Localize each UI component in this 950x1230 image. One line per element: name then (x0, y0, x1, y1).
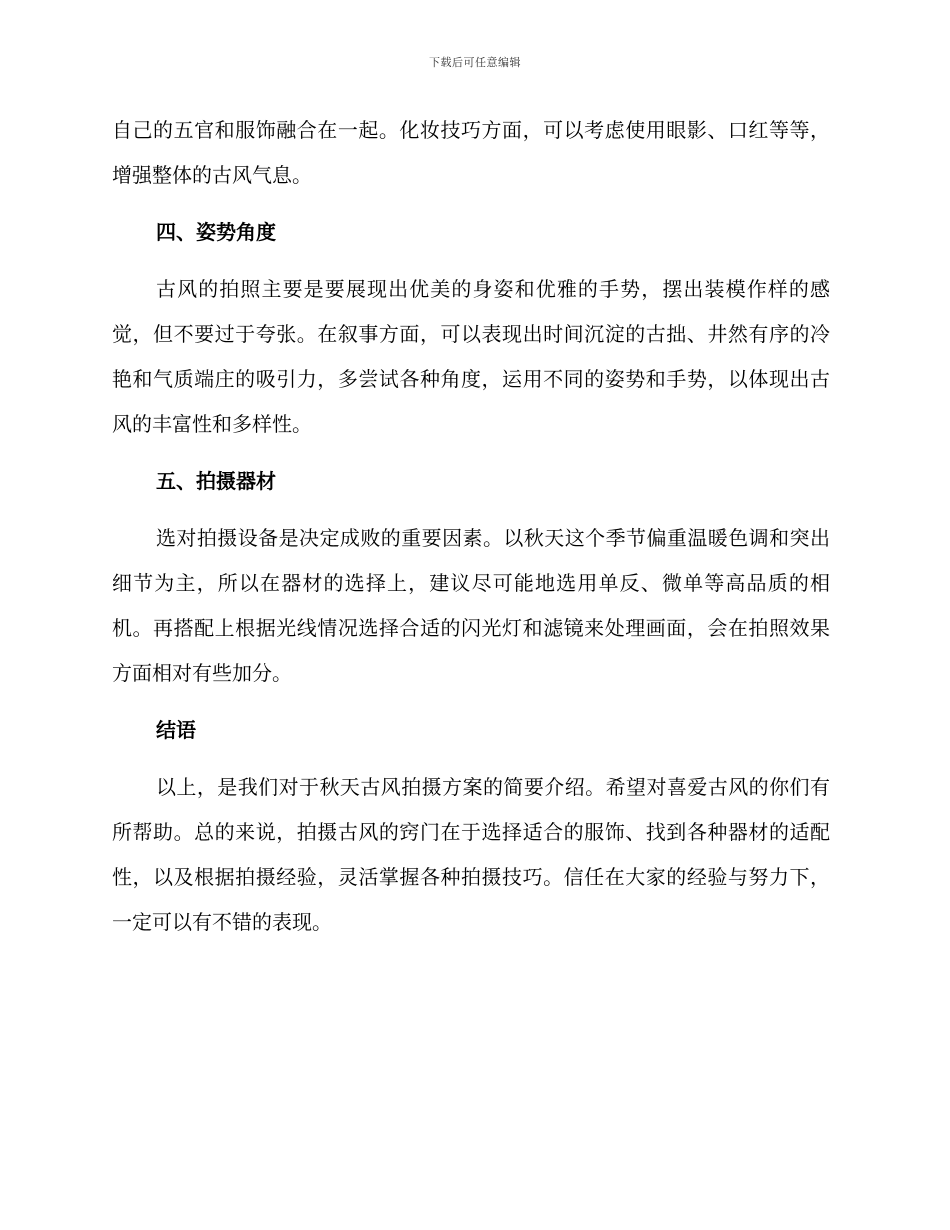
document-body (112, 108, 830, 945)
section-heading-equipment: 五、拍摄器材 (156, 469, 276, 493)
section-body-conclusion: 以上，是我们对于秋天古风拍摄方案的简要介绍。希望对喜爱古风的你们有所帮助。总的来说，拍摄古风的窍门在于选择适合的服饰、找到各种器材的适配性，以及根据拍摄经验，灵活掌握各种拍摄技巧。信任在大家的经验与努力下，一定可以有不错的表现。 (112, 775, 830, 934)
header-note: 下载后可任意编辑 (429, 56, 521, 69)
section-body-equipment: 选对拍摄设备是决定成败的重要因素。以秋天这个季节偏重温暖色调和突出细节为主，所以在器材的选择上，建议尽可能地选用单反、微单等高品质的相机。再搭配上根据光线情况选择合适的闪光灯和滤镜来处理画面，会在拍照效果方面相对有些加分。 (112, 526, 830, 685)
section-heading-conclusion: 结语 (156, 718, 196, 742)
section-body-pose: 古风的拍照主要是要展现出优美的身姿和优雅的手势，摆出装模作样的感觉，但不要过于夸张。在叙事方面，可以表现出时间沉淀的古拙、井然有序的冷艳和气质端庄的吸引力，多尝试各种角度，运用不同的姿势和手势，以体现出古风的丰富性和多样性。 (112, 277, 830, 436)
section-heading-pose: 四、姿势角度 (156, 220, 276, 244)
intro-continuation-paragraph: 自己的五官和服饰融合在一起。化妆技巧方面，可以考虑使用眼影、口红等等，增强整体的古风气息。 (112, 118, 830, 187)
